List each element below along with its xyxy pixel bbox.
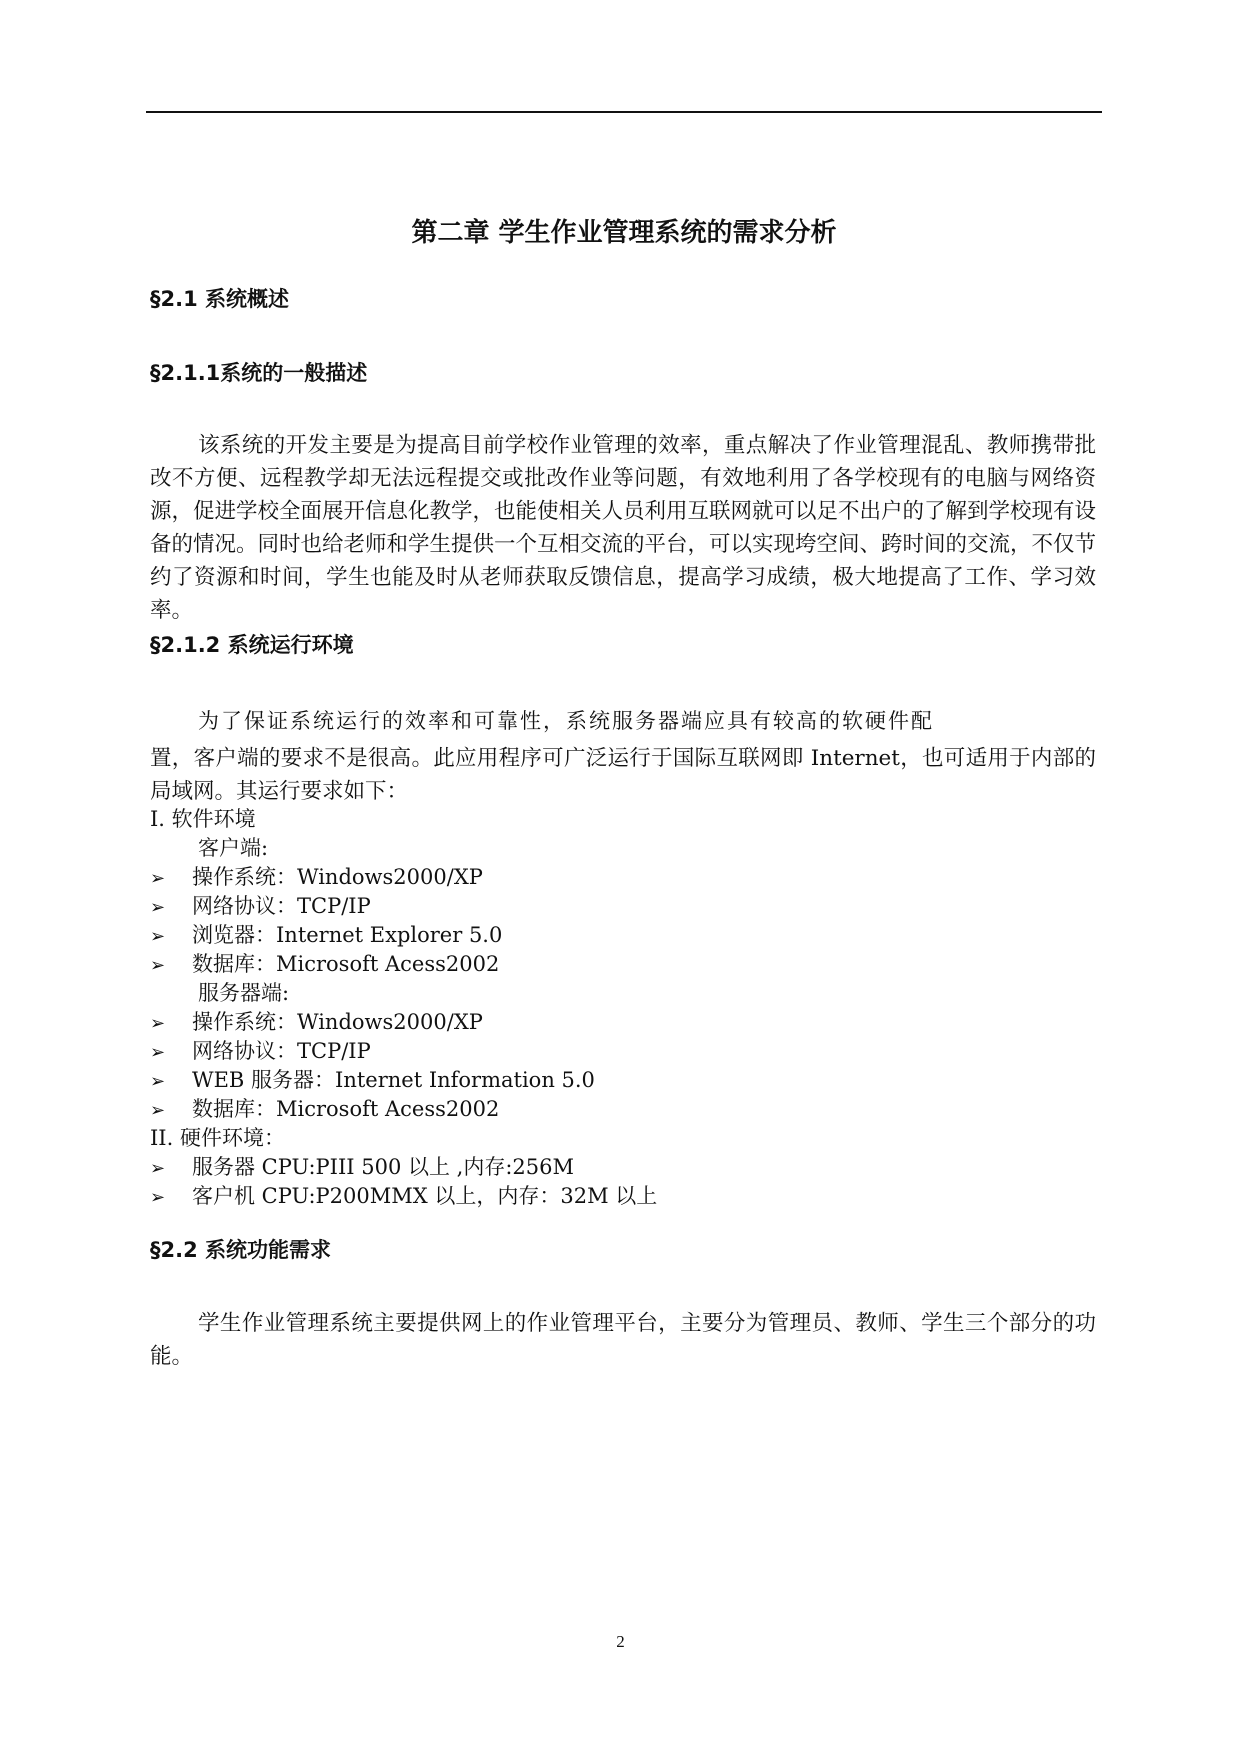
arrow-bullet-icon: ➢ [150, 1013, 166, 1034]
list-item-text: 浏览器：Internet Explorer 5.0 [192, 923, 503, 947]
list-item-text: 服务器 CPU:PIII 500 以上 ,内存:256M [192, 1155, 574, 1179]
arrow-bullet-icon: ➢ [150, 955, 166, 976]
client-item-os [150, 861, 483, 891]
list-item-text: 网络协议：TCP/IP [192, 894, 371, 918]
list-item-text: 网络协议：TCP/IP [192, 1039, 371, 1063]
paragraph-functional-requirements: 学生作业管理系统主要提供网上的作业管理平台，主要分为管理员、教师、学生三个部分的功能。 [150, 1311, 1096, 1369]
software-heading: I. 软件环境 [150, 807, 256, 831]
hardware-item-server [150, 1151, 574, 1181]
arrow-bullet-icon: ➢ [150, 1071, 166, 1092]
list-item-text: 数据库：Microsoft Acess2002 [192, 952, 500, 976]
paragraph-environment-rest: 置，客户端的要求不是很高。此应用程序可广泛运行于国际互联网即 Internet，也可适用于内部的局域网。其运行要求如下： [150, 746, 1096, 804]
section-heading-2-1-1: §2.1.1系统的一般描述 [150, 361, 368, 385]
arrow-bullet-icon: ➢ [150, 1158, 166, 1179]
list-item-text: 操作系统：Windows2000/XP [192, 1010, 483, 1034]
paragraph-system-description: 该系统的开发主要是为提高目前学校作业管理的效率，重点解决了作业管理混乱、教师携带批改不方便、远程教学却无法远程提交或批改作业等问题，有效地利用了各学校现有的电脑与网络资源，促进学校全面展开信息化教学，也能使相关人员利用互联网就可以足不出户的了解到学校现有设备的情况。同时也给老师和学生提供一个互相交流的平台，可以实现垮空间、跨时间的交流，不仅节约了资源和时间，学生也能及时从老师获取反馈信息，提高学习成绩，极大地提高了工作、学习效率。 [150, 433, 1097, 623]
client-item-browser [150, 919, 502, 949]
header-rule [146, 111, 1102, 113]
arrow-bullet-icon: ➢ [150, 926, 166, 947]
arrow-bullet-icon: ➢ [150, 897, 166, 918]
arrow-bullet-icon: ➢ [150, 868, 166, 889]
paragraph-environment-first-line: 为了保证系统运行的效率和可靠性，系统服务器端应具有较高的软硬件配 [198, 709, 934, 733]
list-item-text: 数据库：Microsoft Acess2002 [192, 1097, 500, 1121]
arrow-bullet-icon: ➢ [150, 1100, 166, 1121]
section-heading-2-1: §2.1 系统概述 [150, 287, 290, 311]
client-item-database [150, 948, 499, 978]
hardware-heading: II. 硬件环境： [150, 1126, 285, 1150]
arrow-bullet-icon: ➢ [150, 1042, 166, 1063]
section-heading-2-1-2: §2.1.2 系统运行环境 [150, 633, 354, 657]
section-heading-2-2: §2.2 系统功能需求 [150, 1238, 332, 1262]
server-item-os [150, 1006, 483, 1036]
chapter-title: 第二章 学生作业管理系统的需求分析 [411, 218, 837, 248]
server-item-web-server [150, 1064, 595, 1094]
list-item-text: WEB 服务器：Internet Information 5.0 [192, 1068, 595, 1092]
arrow-bullet-icon: ➢ [150, 1187, 166, 1208]
server-item-database [150, 1093, 499, 1123]
client-label: 客户端: [198, 836, 269, 860]
client-item-protocol [150, 890, 371, 920]
hardware-item-client [150, 1180, 657, 1210]
list-item-text: 操作系统：Windows2000/XP [192, 865, 483, 889]
server-label: 服务器端: [198, 981, 290, 1005]
page-number: 2 [616, 1632, 625, 1651]
server-item-protocol [150, 1035, 371, 1065]
list-item-text: 客户机 CPU:P200MMX 以上，内存：32M 以上 [192, 1184, 658, 1208]
